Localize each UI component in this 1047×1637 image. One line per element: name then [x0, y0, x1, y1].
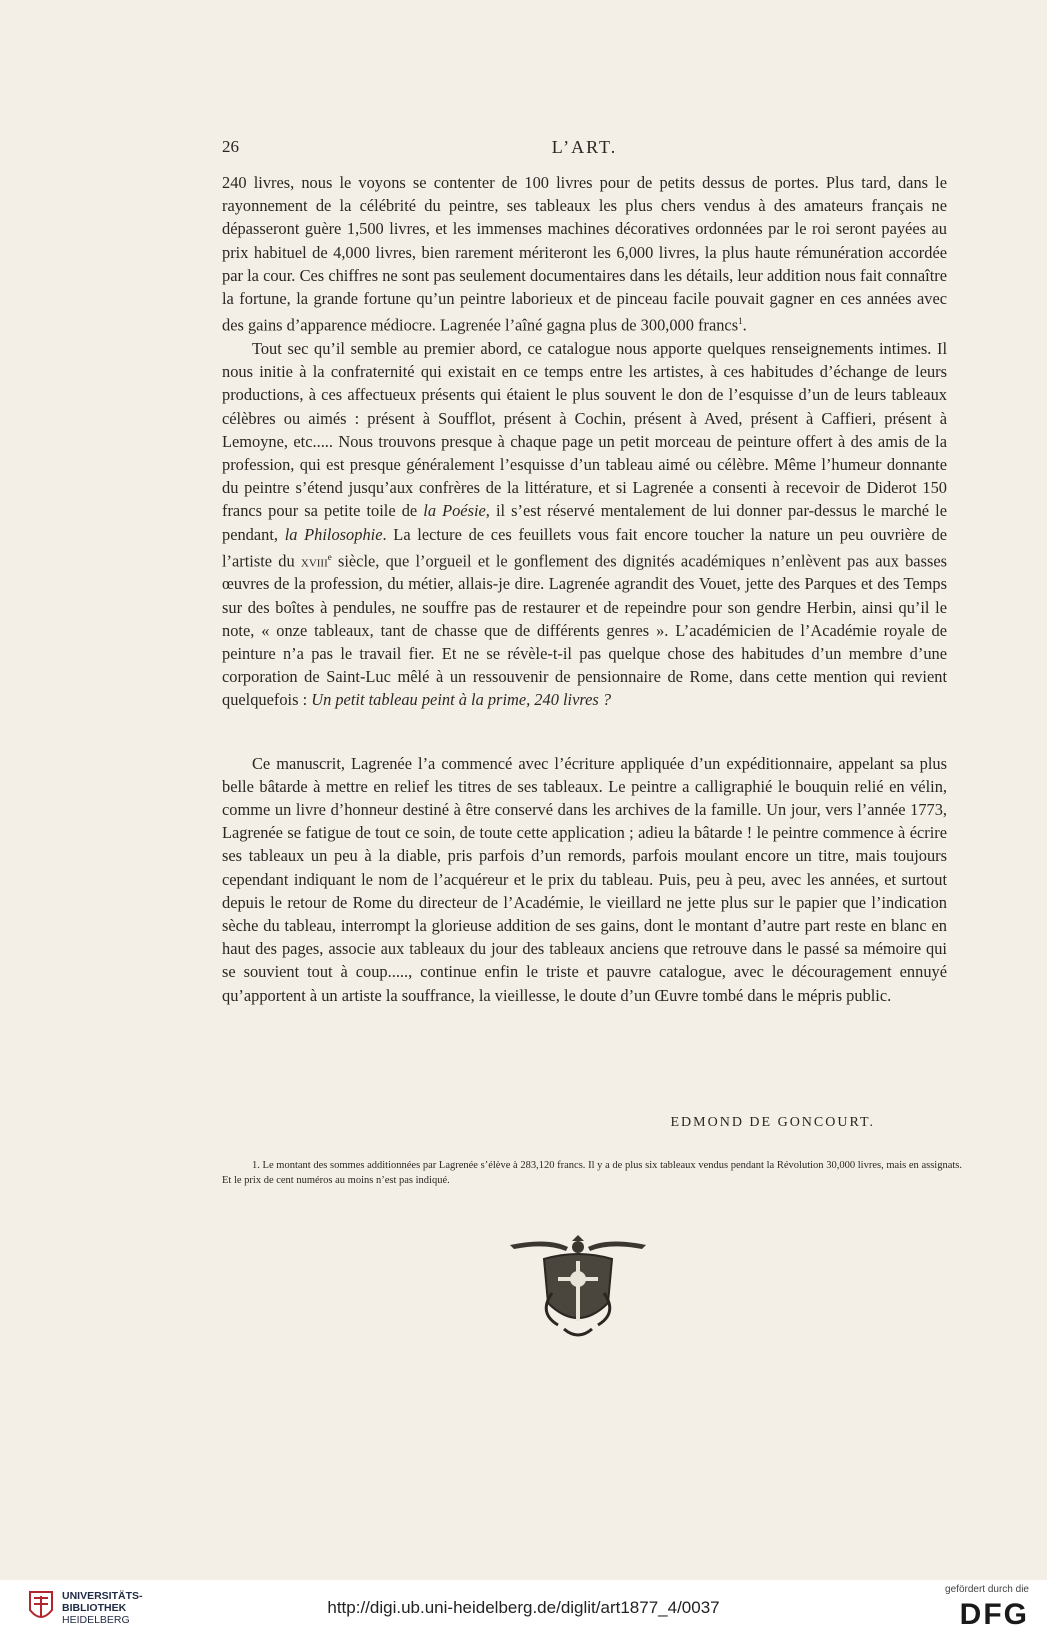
paragraph-3: Ce manuscrit, Lagrenée l’a commencé avec l’écriture appliquée d’un expéditionnaire, appelant sa plus belle bâtarde à mettre en relief les titres de ses tableaux. Le peintre a calligraphié le bouquin relié en vélin, comme un livre d’honneur destiné à être conservé dans les archives de la famille. Un jour, vers l’année 1773, Lagrenée se fatigue de tout ce soin, de toute cette application ; adieu la bâtarde ! le peintre commence à écrire ses tableaux un peu à la diable, pris parfois d’un remords, parfois moulant encore un titre, mais toujours cependant indiquant le nom de l’acquéreur et le prix du tableau. Puis, peu à peu, avec les années, et surtout depuis le retour de Rome du directeur de l’Académie, le vieillard ne jette plus sur le papier que l’indication sèche du tableau, interrompt la glorieuse addition de ses gains, dont le montant d’autre part reste en blanc en haut des pages, associe aux tableaux du jour des tableaux anciens que retrouve dans le passé sa mémoire qui se souvient tout à coup....., continue enfin le triste et pauvre catalogue, avec le découragement ennuyé qu’apportent à un artiste la souffrance, la vieillesse, le doute d’un Œuvre tombé dans le mépris public. — [222, 753, 947, 1005]
ornamental-vignette-icon — [508, 1233, 648, 1343]
footnote-ref: 1 — [738, 316, 743, 327]
footnote: 1. Le montant des sommes additionnées par Lagrenée s’élève à 283,120 francs. Il y a de plus six tableaux vendus pendant la Révolution 30,000 livres, mais en assignats. Et le prix de cent numéros au moins n’est pas indiqué. — [222, 1160, 962, 1186]
paragraph-2: Tout sec qu’il semble au premier abord, ce catalogue nous apporte quelques renseignements intimes. Il nous initie à la confraternité qui existait en ce temps entre les artistes, à ces habitudes d’échange de leurs productions, à ces affectueux présents qui étaient le plus souvent le don de l’esquisse d’un de leurs tableaux célèbres ou aimés : présent à Soufflot, présent à Cochin, présent à Aved, présent à Caffieri, présent à Lemoyne, etc..... Nous trouvons presque à chaque page un petit morceau de peinture offert à des amis de la profession, qui est presque généralement l’esquisse d’un tableau aimé ou célèbre. Même l’humeur donnante du peintre s’étend jusqu’aux confrères de la littérature, et si Lagrenée a consenti à recevoir de Diderot 150 francs pour sa petite toile de la Poésie, il s’est réservé mentalement de lui donner par-dessus le marché le pendant, la Philosophie. La lecture de ces feuillets vous fait encore toucher la nature un peu ouvrière de l’artiste du xviii$^e$ siècle, que l’orgueil et le gonflement des dignités académiques n’enlèvent pas aux basses œuvres de la profession, du métier, allais-je dire. Lagrenée agrandit des Vouet, jette des Parques et des Temps sur des boîtes à pendules, ne souffre pas de restaurer et de repeindre pour son gendre Herbin, ainsi qu’il le note, « onze tableaux, tant de chasse que de différents genres ». L’académicien de l’Académie royale de peinture n’a pas le travail fier. Et ne se révèle-t-il pas quelque chose des habitudes d’un membre d’une corporation de Saint-Luc mêlé à un ressouvenir de pensionnaire de Rome, dans cette mention qui revient quelquefois : Un petit tableau peint à la prime, 240 livres ? — [222, 338, 947, 710]
library-name: UNIVERSITÄTS- BIBLIOTHEK HEIDELBERG — [62, 1590, 143, 1626]
permalink-url[interactable]: http://digi.ub.uni-heidelberg.de/diglit/art1877_4/0037 — [327, 1598, 720, 1617]
page-header — [222, 137, 947, 161]
author-signature: EDMOND DE GONCOURT. — [670, 1115, 875, 1130]
dfg-logo: DFG — [959, 1598, 1029, 1631]
body-text — [222, 171, 947, 1007]
quote: Un petit tableau peint à la prime, 240 livres ? — [311, 690, 612, 710]
funded-by-label: gefördert durch die — [945, 1584, 1029, 1595]
paragraph-1: 240 livres, nous le voyons se contenter de 100 livres pour de petits dessus de portes. Plus tard, dans le rayonnement de la célébrité du peintre, ses tableaux les plus chers vendus à des amateurs français ne dépasseront guère 1,500 livres, et les immenses machines décoratives ordonnées par le roi seront payées au prix habituel de 4,000 livres, bien rarement mériteront les 6,000 livres, la plus haute rémunération accordée par la cour. Ces chiffres ne sont pas seulement documentaires dans les détails, leur addition nous fait connaître la fortune, la grande fortune qu’un peintre laborieux et de pinceau facile pouvait gagner en ces années avec des gains d’apparence médiocre. Lagrenée l’aîné gagna plus de 300,000 francs$^1$. — [222, 173, 947, 335]
footer-bar — [0, 1580, 1047, 1637]
journal-title: L’ART. — [551, 137, 618, 157]
page-number: 26 — [222, 137, 239, 156]
